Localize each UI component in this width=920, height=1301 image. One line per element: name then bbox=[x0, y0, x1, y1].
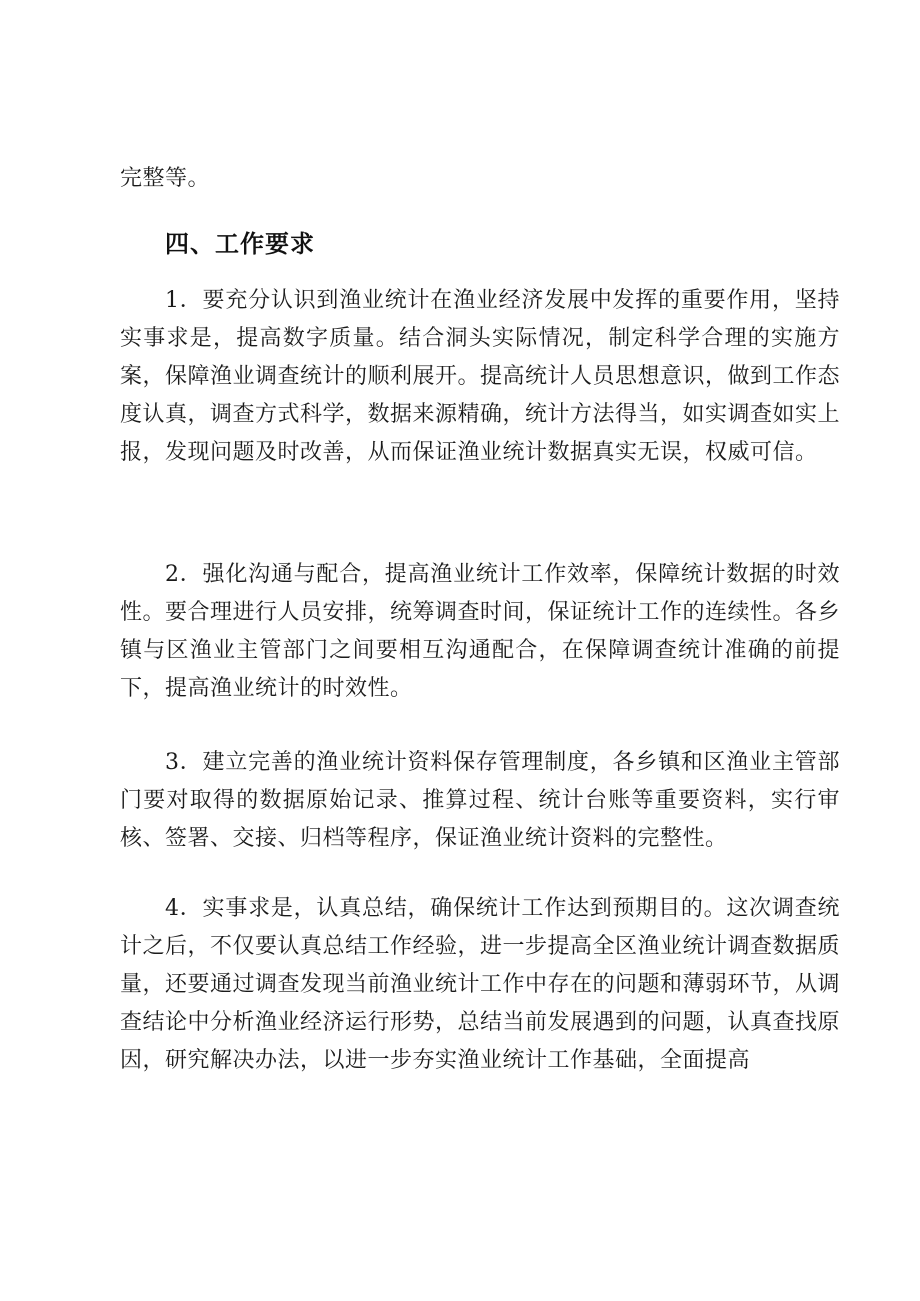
paragraph-3: 3．建立完善的渔业统计资料保存管理制度，各乡镇和区渔业主管部门要对取得的数据原始记录、推算过程、统计台账等重要资料，实行审核、签署、交接、归档等程序，保证渔业统计资料的完整性。 bbox=[120, 750, 840, 851]
section-heading: 四、工作要求 bbox=[165, 230, 315, 258]
continuation-text: 完整等。 bbox=[120, 166, 211, 191]
paragraph-4: 4．实事求是，认真总结，确保统计工作达到预期目的。这次调查统计之后，不仅要认真总结工作经验，进一步提高全区渔业统计调查数据质量，还要通过调查发现当前渔业统计工作中存在的问题和薄弱环节，从调查结论中分析渔业经济运行形势，总结当前发展遇到的问题，认真查找原因，研究解决办法，以进一步夯实渔业统计工作基础，全面提高 bbox=[120, 896, 841, 1073]
paragraph-2: 2．强化沟通与配合，提高渔业统计工作效率，保障统计数据的时效性。要合理进行人员安排，统筹调查时间，保证统计工作的连续性。各乡镇与区渔业主管部门之间要相互沟通配合，在保障调查统计准确的前提下，提高渔业统计的时效性。 bbox=[120, 562, 841, 701]
paragraph-1: 1．要充分认识到渔业统计在渔业经济发展中发挥的重要作用，坚持实事求是，提高数字质量。结合洞头实际情况，制定科学合理的实施方案，保障渔业调查统计的顺利展开。提高统计人员思想意识，做到工作态度认真，调查方式科学，数据来源精确，统计方法得当，如实调查如实上报，发现问题及时改善，从而保证渔业统计数据真实无误，权威可信。 bbox=[120, 288, 841, 465]
